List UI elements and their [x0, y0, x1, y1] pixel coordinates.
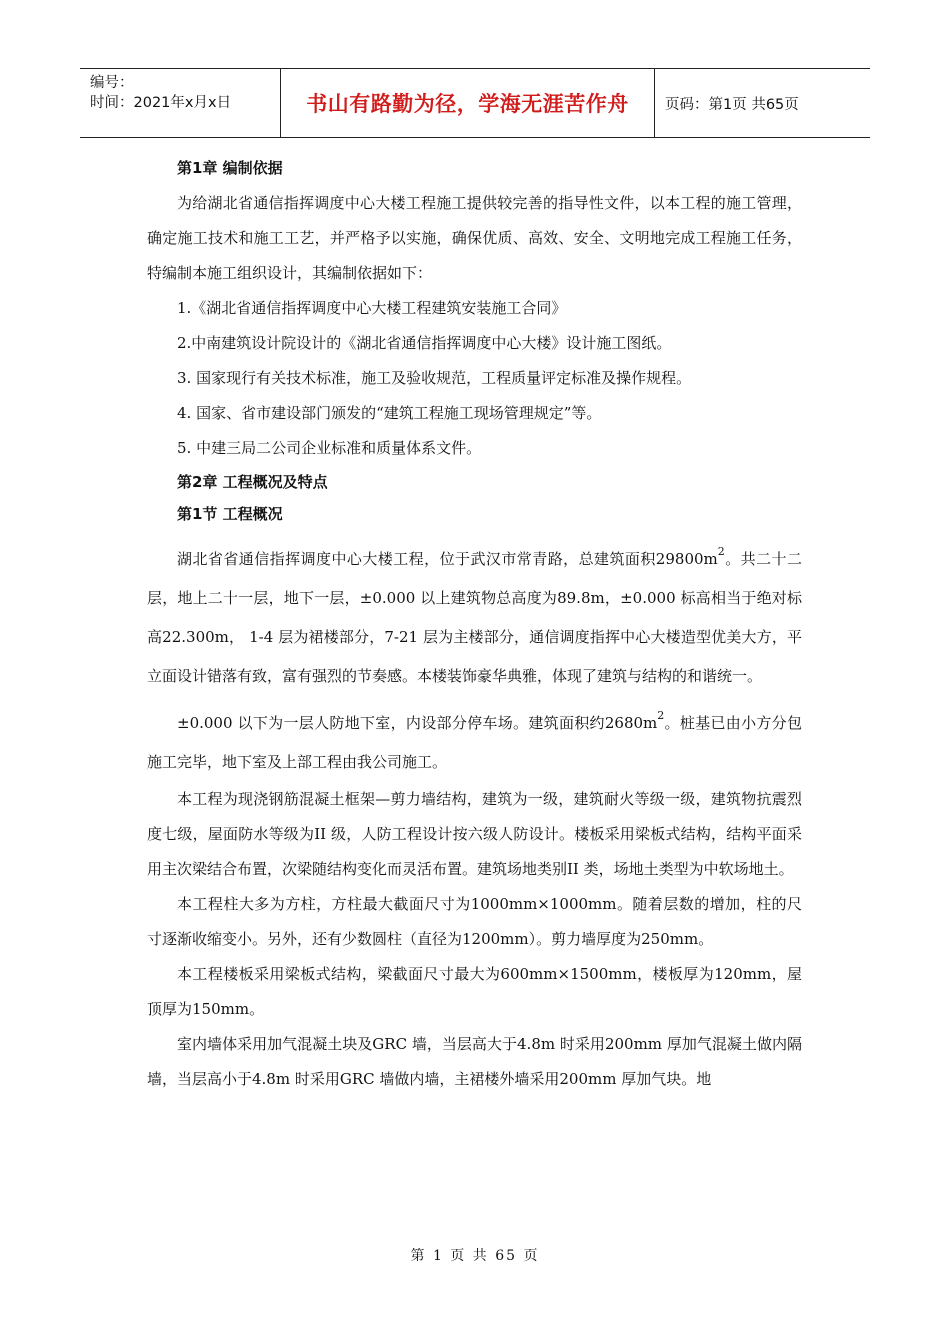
page-info: 页码：第1页 共65页 [665, 96, 799, 113]
p2-text-b: 。桩基已由小方分包施工完毕，地下室及上部工程由我公司施工。 [147, 714, 802, 771]
document-header [80, 68, 870, 138]
overview-paragraph-5: 本工程楼板采用梁板式结构，梁截面尺寸最大为600mm×1500mm，楼板厚为120mm，屋顶厚为150mm。 [147, 965, 802, 1018]
chapter1-title: 第1章 编制依据 [177, 159, 283, 177]
document-body [147, 152, 802, 1097]
header-page-cell [655, 69, 870, 137]
p1-text-a: 湖北省省通信指挥调度中心大楼工程，位于武汉市常青路，总建筑面积29800m [177, 550, 718, 568]
section1-title: 第1节 工程概况 [177, 505, 283, 523]
p1-superscript: 2 [717, 545, 725, 559]
chapter2-title: 第2章 工程概况及特点 [177, 473, 328, 491]
overview-paragraph-3: 本工程为现浇钢筋混凝土框架—剪力墙结构，建筑为一级，建筑耐火等级一级，建筑物抗震烈度七级，屋面防水等级为II 级，人防工程设计按六级人防设计。楼板采用梁板式结构，结构平面采用主次梁结合布置，次梁随结构变化而灵活布置。建筑场地类别II 类，场地土类型为中软场地土。 [147, 790, 802, 878]
header-motto-cell [281, 69, 655, 137]
basis-item: 4. 国家、省市建设部门颁发的“建筑工程施工现场管理规定”等。 [177, 404, 602, 422]
page-footer: 第 1 页 共 65 页 [410, 1248, 540, 1264]
chapter1-intro: 为给湖北省通信指挥调度中心大楼工程施工提供较完善的指导性文件，以本工程的施工管理，确定施工技术和施工工艺，并严格予以实施，确保优质、高效、安全、文明地完成工程施工任务，特编制本施工组织设计，其编制依据如下： [147, 194, 802, 282]
p1-text-b: 。共二十二层，地上二十一层，地下一层，±0.000 以上建筑物总高度为89.8m，±0.000 标高相当于绝对标高22.300m， 1-4 层为裙楼部分，7-21 层为主楼部分，通信调度指挥中心大楼造型优美大方，平立面设计错落有致，富有强烈的节奏感。本楼装饰豪华典雅，体现了建筑与结构的和谐统一。 [147, 550, 802, 685]
p2-text-a: ±0.000 以下为一层人防地下室，内设部分停车场。建筑面积约2680m [177, 714, 658, 732]
motto-text: 书山有路勤为径，学海无涯苦作舟 [306, 92, 629, 116]
overview-paragraph-4: 本工程柱大多为方柱，方柱最大截面尺寸为1000mm×1000mm。随着层数的增加，柱的尺寸逐渐收缩变小。另外，还有少数圆柱（直径为1200mm）。剪力墙厚度为250mm。 [147, 895, 802, 948]
basis-item: 3. 国家现行有关技术标准，施工及验收规范，工程质量评定标准及操作规程。 [177, 369, 692, 387]
overview-paragraph-1 [147, 540, 802, 696]
header-left-cell [80, 69, 281, 137]
number-label: 编号： [90, 75, 134, 91]
basis-item: 1.《湖北省通信指挥调度中心大楼工程建筑安装施工合同》 [177, 299, 567, 317]
date-label: 时间：2021年x月x日 [90, 95, 232, 111]
basis-item: 5. 中建三局二公司企业标准和质量体系文件。 [177, 439, 482, 457]
overview-paragraph-6: 室内墙体采用加气混凝土块及GRC 墙，当层高大于4.8m 时采用200mm 厚加气混凝土做内隔墙，当层高小于4.8m 时采用GRC 墙做内墙，主裙楼外墙采用200mm 厚加气块。地 [147, 1035, 802, 1088]
basis-item: 2.中南建筑设计院设计的《湖北省通信指挥调度中心大楼》设计施工图纸。 [177, 334, 672, 352]
p2-superscript: 2 [657, 709, 665, 723]
overview-paragraph-2 [147, 704, 802, 782]
